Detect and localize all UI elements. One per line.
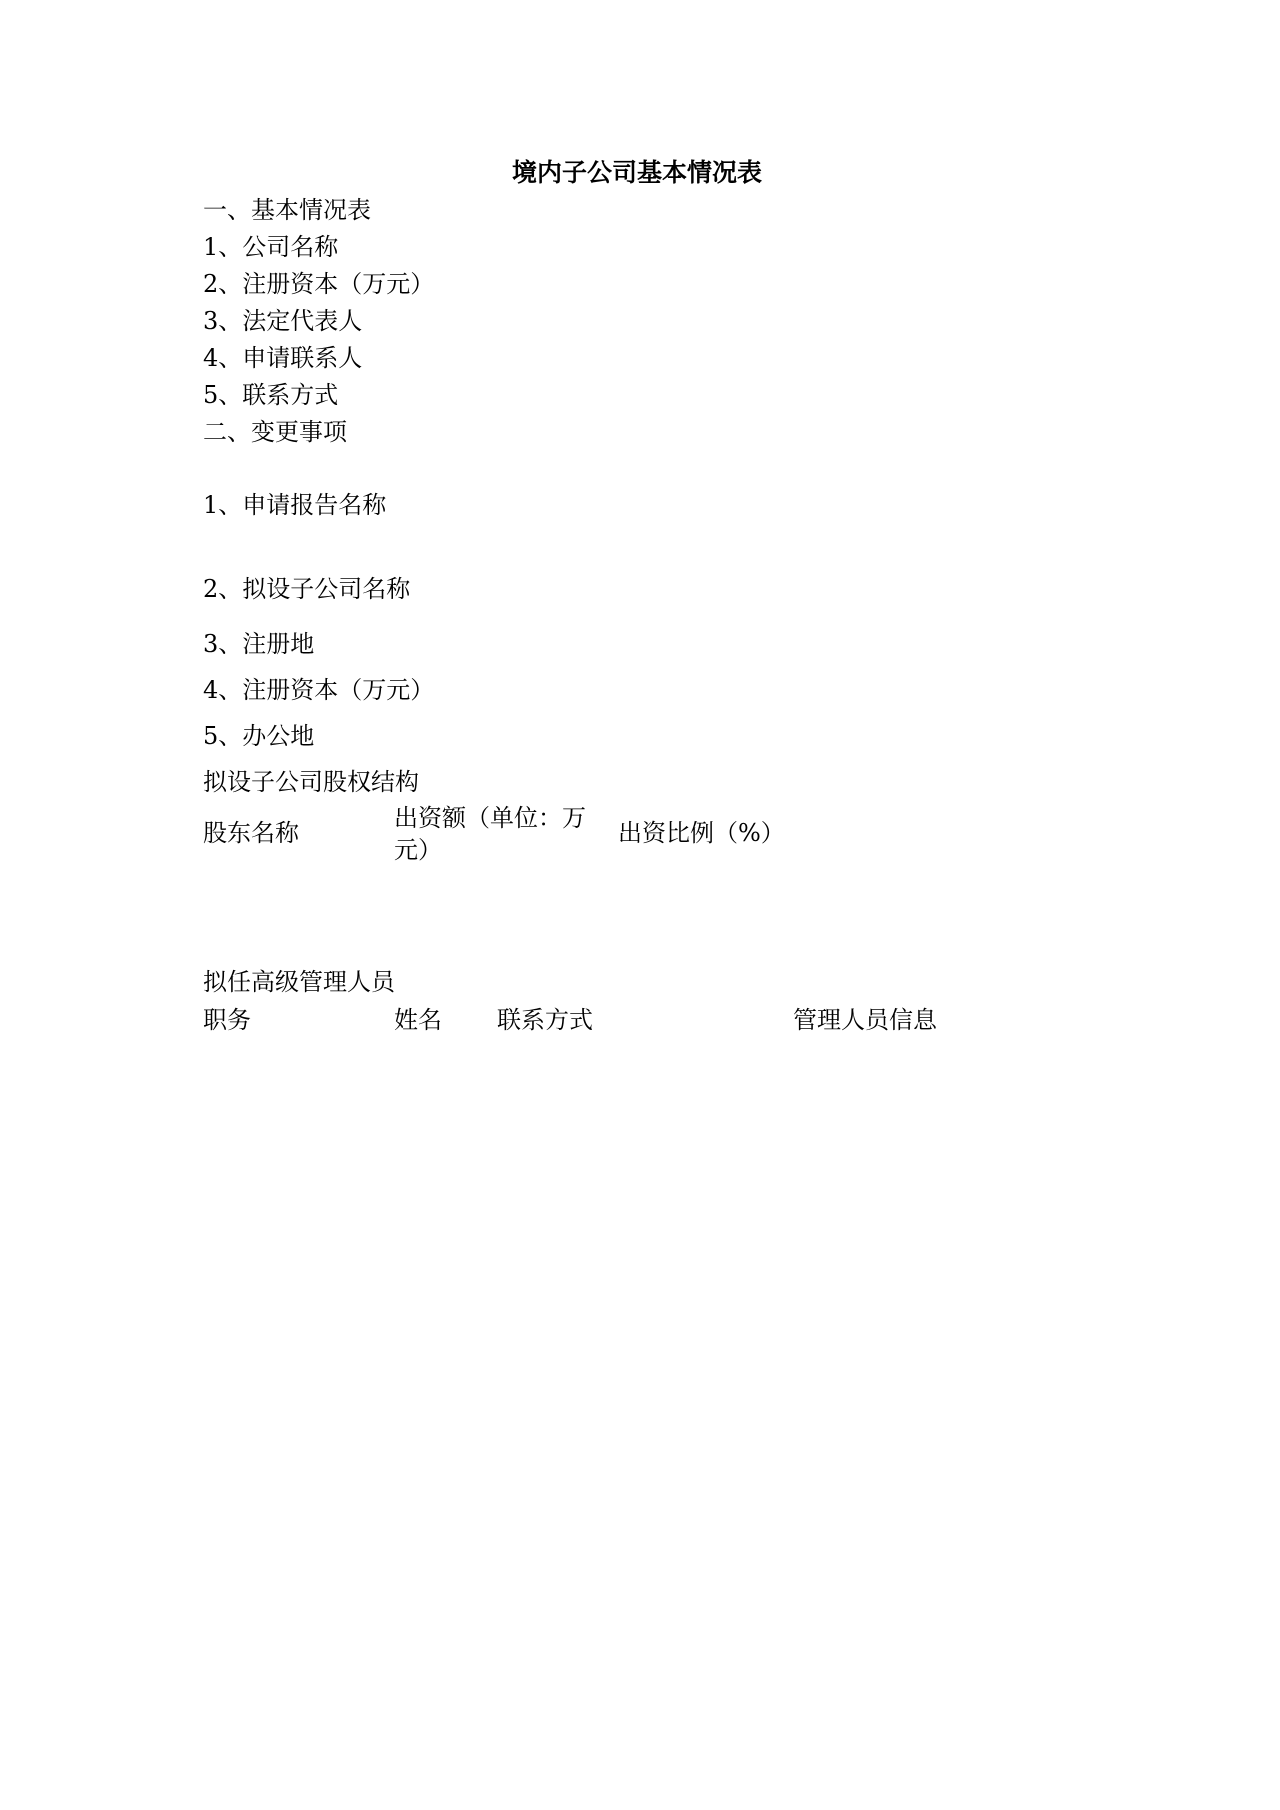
section-basic-heading: 一、基本情况表 (203, 196, 371, 224)
section-change-heading: 二、变更事项 (203, 418, 347, 446)
management-col-name: 姓名 (394, 1006, 442, 1034)
basic-item-contact-method: 5、联系方式 (203, 381, 339, 409)
basic-item-applicant-contact: 4、申请联系人 (203, 344, 363, 372)
basic-item-legal-representative: 3、法定代表人 (203, 307, 363, 335)
management-col-position: 职务 (203, 1006, 251, 1034)
equity-col-contribution-ratio: 出资比例（%） (618, 819, 785, 847)
equity-heading: 拟设子公司股权结构 (203, 768, 419, 796)
management-col-contact: 联系方式 (497, 1006, 593, 1034)
management-heading: 拟任高级管理人员 (203, 968, 395, 996)
management-col-info: 管理人员信息 (793, 1006, 937, 1034)
change-item-registration-place: 3、注册地 (203, 630, 315, 658)
equity-col-shareholder-name: 股东名称 (203, 819, 299, 847)
change-item-subsidiary-name: 2、拟设子公司名称 (203, 575, 411, 603)
basic-item-registered-capital: 2、注册资本（万元） (203, 270, 435, 298)
change-item-report-name: 1、申请报告名称 (203, 491, 387, 519)
equity-col-contribution-amount: 出资额（单位：万元） (394, 804, 586, 864)
change-item-office-location: 5、办公地 (203, 722, 315, 750)
basic-item-company-name: 1、公司名称 (203, 233, 339, 261)
change-item-registered-capital: 4、注册资本（万元） (203, 676, 435, 704)
document-title: 境内子公司基本情况表 (512, 158, 763, 187)
